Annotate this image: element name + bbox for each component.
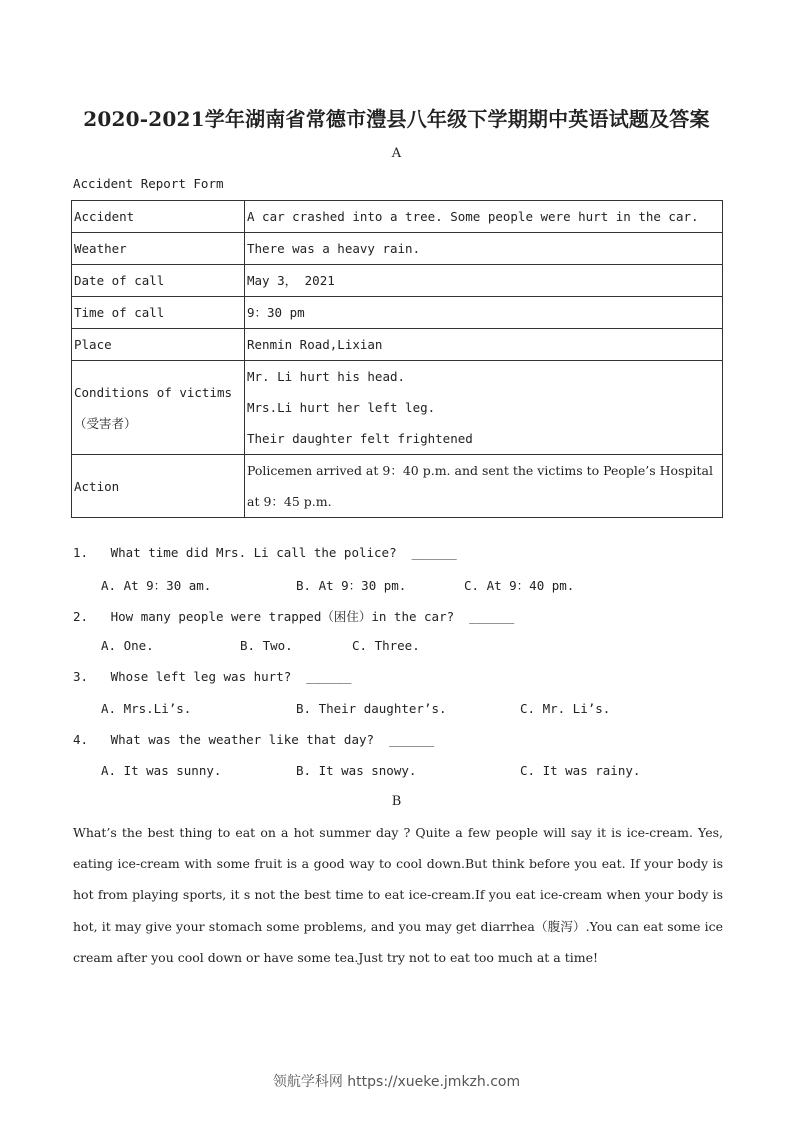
row-key: Time of call bbox=[72, 297, 245, 329]
question-4: 4. What was the weather like that day? ______ bbox=[73, 732, 435, 747]
value-line: at 9：45 p.m. bbox=[247, 494, 332, 509]
row-key: Action bbox=[72, 455, 245, 518]
table-row bbox=[72, 329, 723, 361]
value-line: Mrs.Li hurt her left leg. bbox=[247, 400, 436, 415]
value-line: Mr. Li hurt his head. bbox=[247, 369, 406, 384]
value-line: 9：30 pm bbox=[247, 305, 305, 320]
form-title: Accident Report Form bbox=[73, 176, 224, 191]
question-4-option-b: B. It was snowy. bbox=[296, 763, 417, 778]
question-1-option-c: C. At 9：40 pm. bbox=[464, 578, 575, 593]
question-3: 3. Whose left leg was hurt? ______ bbox=[73, 669, 352, 684]
question-1-option-a: A. At 9：30 am. bbox=[101, 578, 212, 593]
row-value bbox=[245, 329, 723, 361]
row-key: Place bbox=[72, 329, 245, 361]
row-value bbox=[245, 201, 723, 233]
document-title: 2020-2021学年湖南省常德市澧县八年级下学期期中英语试题及答案 bbox=[83, 107, 710, 131]
row-value bbox=[245, 233, 723, 265]
section-a-label: A bbox=[391, 146, 402, 161]
passage-b: What’s the best thing to eat on a hot summer day ? Quite a few people will say it is ice-cream. Yes, eating ice-cream with some fruit is a good way to cool down.But think before you eat. If your body is hot from playing sports, it s not the best time to eat ice-cream.If you eat ice-cream when your body is hot, it may give your stomach some problems, and you may get diarrhea（腹泻）.You can eat some ice cream after you cool down or have some tea.Just try not to eat too much at a time! bbox=[73, 825, 723, 965]
table-row bbox=[72, 201, 723, 233]
footer-watermark: 领航学科网 https://xueke.jmkzh.com bbox=[272, 1074, 521, 1090]
question-3-option-c: C. Mr. Li’s. bbox=[520, 701, 611, 716]
value-line: Renmin Road,Lixian bbox=[247, 337, 383, 352]
row-key: Accident bbox=[72, 201, 245, 233]
row-value bbox=[245, 297, 723, 329]
table-row bbox=[72, 297, 723, 329]
value-line: May 3， 2021 bbox=[247, 273, 335, 288]
table-row bbox=[72, 265, 723, 297]
row-key: Weather bbox=[72, 233, 245, 265]
question-4-option-a: A. It was sunny. bbox=[101, 763, 222, 778]
question-2-option-c: C. Three. bbox=[352, 638, 420, 653]
table-row bbox=[72, 361, 723, 455]
row-value bbox=[245, 455, 723, 518]
value-line: A car crashed into a tree. Some people were hurt in the car. bbox=[247, 209, 699, 224]
question-3-option-a: A. Mrs.Li’s. bbox=[101, 701, 192, 716]
row-value bbox=[245, 361, 723, 455]
question-2: 2. How many people were trapped（困住）in the car? ______ bbox=[73, 609, 515, 624]
table-row bbox=[72, 233, 723, 265]
row-value bbox=[245, 265, 723, 297]
value-line: Their daughter felt frightened bbox=[247, 431, 473, 446]
question-2-option-b: B. Two. bbox=[240, 638, 293, 653]
question-4-option-c: C. It was rainy. bbox=[520, 763, 641, 778]
value-line: Policemen arrived at 9：40 p.m. and sent the victims to People’s Hospital bbox=[247, 463, 713, 478]
row-key: Conditions of victims（受害者） bbox=[72, 361, 245, 455]
question-3-option-b: B. Their daughter’s. bbox=[296, 701, 447, 716]
question-1-option-b: B. At 9：30 pm. bbox=[296, 578, 407, 593]
section-b-label: B bbox=[391, 794, 402, 809]
question-2-option-a: A. One. bbox=[101, 638, 154, 653]
accident-report-table bbox=[71, 200, 723, 518]
question-1: 1. What time did Mrs. Li call the police? ______ bbox=[73, 545, 457, 560]
row-key: Date of call bbox=[72, 265, 245, 297]
table-row bbox=[72, 455, 723, 518]
value-line: There was a heavy rain. bbox=[247, 241, 421, 256]
